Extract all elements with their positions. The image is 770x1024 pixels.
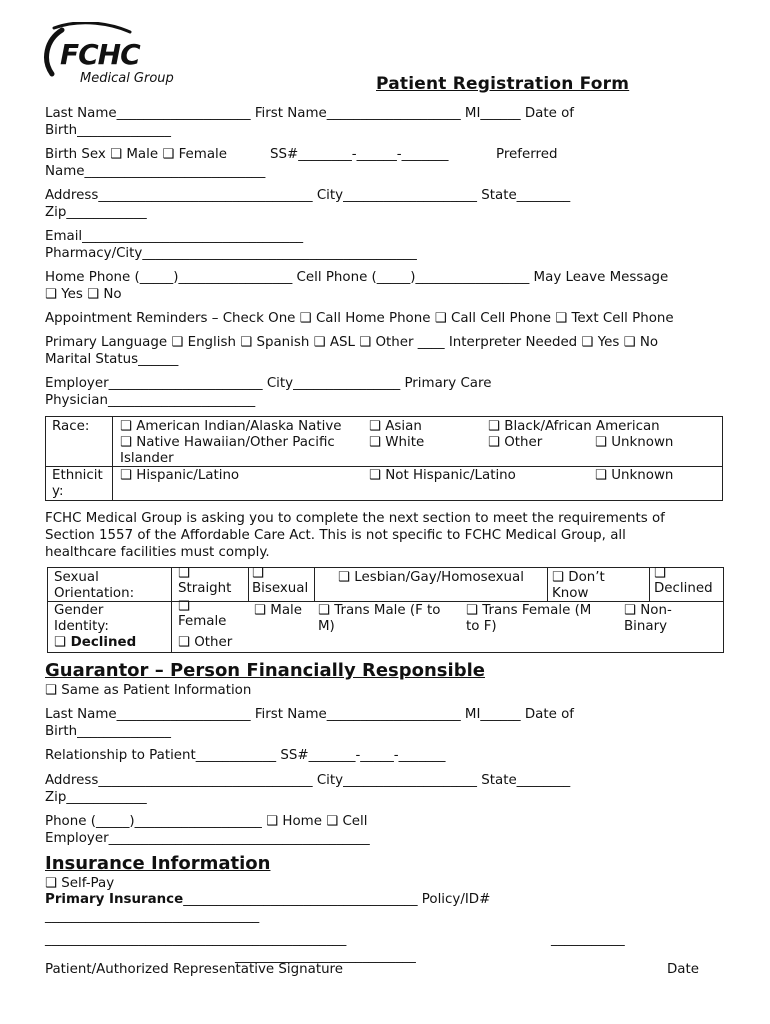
leave-message-options[interactable]: ❑ Yes ❑ No xyxy=(45,287,122,302)
primary-insurance-label: Primary Insurance xyxy=(45,892,184,907)
primary-language-line[interactable]: Primary Language ❑ English ❑ Spanish ❑ ASL ❑ Other ____ Interpreter Needed ❑ Yes ❑ No xyxy=(45,335,659,350)
orientation-option-dont-know[interactable]: ❑ Don’t xyxy=(552,570,605,585)
aca-text-line-2: Section 1557 of the Affordable Care Act. This is not specific to FCHC Medical Group, all xyxy=(45,528,626,543)
guarantor-phone-line[interactable]: Phone (_____)___________________ ❑ Home ❑ Cell xyxy=(45,814,368,829)
gender-option-non-binary-wrap: Binary xyxy=(624,619,668,634)
sexual-orientation-label: Sexual xyxy=(54,570,99,585)
signature-label: Patient/Authorized Representative Signature xyxy=(45,962,343,977)
insurance-extra-line[interactable]: ________________________________ xyxy=(45,909,260,924)
ethnicity-option-unknown[interactable]: ❑ Unknown xyxy=(595,468,674,483)
race-option-black[interactable]: ❑ Black/African American xyxy=(488,419,660,434)
race-option-islander-wrap: Islander xyxy=(120,451,174,466)
short-signature-line[interactable]: ___________________________ xyxy=(235,949,416,964)
female-checkbox-icon[interactable]: ❑ xyxy=(178,599,191,614)
logo-subtext: Medical Group xyxy=(80,71,174,86)
gender-option-trans-male[interactable]: ❑ Trans Male (F to xyxy=(318,603,441,618)
self-pay-option[interactable]: ❑ Self-Pay xyxy=(45,876,115,891)
orientation-option-dont-know-wrap: Know xyxy=(552,586,589,601)
marital-status-field[interactable]: Marital Status______ xyxy=(45,352,179,367)
orientation-option-bisexual: Bisexual xyxy=(252,581,309,596)
guarantor-heading: Guarantor – Person Financially Responsible xyxy=(45,660,485,681)
race-option-american-indian[interactable]: ❑ American Indian/Alaska Native xyxy=(120,419,342,434)
gender-option-trans-male-wrap: M) xyxy=(318,619,335,634)
guarantor-relationship-line[interactable]: Relationship to Patient____________ SS#_______-_____-_______ xyxy=(45,748,446,763)
pharmacy-field[interactable]: Pharmacy/City_________________________________________ xyxy=(45,246,417,261)
logo-text: FCHC xyxy=(60,38,140,71)
date-line[interactable]: ___________ xyxy=(551,932,625,947)
gender-option-declined[interactable]: ❑ Declined xyxy=(54,635,137,650)
ethnicity-label-wrap: y: xyxy=(52,484,64,499)
guarantor-dob-field[interactable]: Birth______________ xyxy=(45,724,171,739)
race-option-unknown[interactable]: ❑ Unknown xyxy=(595,435,674,450)
ethnicity-option-not-hispanic[interactable]: ❑ Not Hispanic/Latino xyxy=(369,468,516,483)
birth-sex-options[interactable]: Birth Sex ❑ Male ❑ Female xyxy=(45,147,228,162)
primary-insurance-line[interactable] xyxy=(45,892,490,908)
aca-text-line-3: healthcare facilities must comply. xyxy=(45,545,270,560)
address-line[interactable]: Address________________________________ City____________________ State________ xyxy=(45,188,571,203)
gender-option-trans-female[interactable]: ❑ Trans Female (M xyxy=(466,603,592,618)
physician-field[interactable]: Physician______________________ xyxy=(45,393,256,408)
sexual-orientation-label-wrap: Orientation: xyxy=(54,586,135,601)
phone-line[interactable]: Home Phone (_____)_________________ Cell Phone (_____)_________________ May Leave Message xyxy=(45,270,669,285)
guarantor-zip-field[interactable]: Zip____________ xyxy=(45,790,147,805)
fchc-logo xyxy=(42,22,192,92)
zip-field[interactable]: Zip____________ xyxy=(45,205,147,220)
employer-line[interactable]: Employer_______________________ City________________ Primary Care xyxy=(45,376,492,391)
orientation-option-lgh[interactable]: ❑ Lesbian/Gay/Homosexual xyxy=(338,570,524,585)
orientation-option-declined: Declined xyxy=(654,581,713,596)
declined-checkbox-icon[interactable]: ❑ xyxy=(654,566,667,581)
bisexual-checkbox-icon[interactable]: ❑ xyxy=(252,566,265,581)
straight-checkbox-icon[interactable]: ❑ xyxy=(178,566,191,581)
gender-option-female: Female xyxy=(178,614,227,629)
ethnicity-label: Ethnicit xyxy=(52,468,103,483)
guarantor-employer-field[interactable]: Employer_______________________________________ xyxy=(45,831,370,846)
gender-option-non-binary[interactable]: ❑ Non- xyxy=(624,603,672,618)
guarantor-address-line[interactable]: Address________________________________ City____________________ State________ xyxy=(45,773,571,788)
gender-option-male[interactable]: ❑ Male xyxy=(254,603,302,618)
guarantor-name-line[interactable]: Last Name____________________ First Name____________________ MI______ Date of xyxy=(45,707,575,722)
signature-line[interactable]: _____________________________________________ xyxy=(45,932,347,947)
race-label: Race: xyxy=(52,419,90,434)
ssn-field[interactable]: SS#________-______-_______ xyxy=(270,147,449,162)
appointment-reminders[interactable]: Appointment Reminders – Check One ❑ Call Home Phone ❑ Call Cell Phone ❑ Text Cell Phone xyxy=(45,311,674,326)
date-label: Date xyxy=(667,962,700,977)
gender-identity-label: Gender xyxy=(54,603,104,618)
race-option-native-hawaiian[interactable]: ❑ Native Hawaiian/Other Pacific xyxy=(120,435,335,450)
preferred-label: Preferred xyxy=(496,147,558,162)
ethnicity-option-hispanic[interactable]: ❑ Hispanic/Latino xyxy=(120,468,240,483)
page-title: Patient Registration Form xyxy=(376,74,630,94)
aca-text-line-1: FCHC Medical Group is asking you to complete the next section to meet the requirements of xyxy=(45,511,665,526)
orientation-identity-table xyxy=(47,567,724,653)
race-option-asian[interactable]: ❑ Asian xyxy=(369,419,422,434)
guarantor-same-as-patient[interactable]: ❑ Same as Patient Information xyxy=(45,683,252,698)
preferred-name-field[interactable]: Name___________________________ xyxy=(45,164,266,179)
gender-option-other[interactable]: ❑ Other xyxy=(178,635,233,650)
insurance-heading: Insurance Information xyxy=(45,853,271,874)
primary-insurance-field[interactable]: ___________________________________ Policy/ID# xyxy=(183,892,491,907)
patient-name-line[interactable]: Last Name____________________ First Name____________________ MI______ Date of xyxy=(45,106,575,121)
orientation-option-straight: Straight xyxy=(178,581,232,596)
race-ethnicity-table xyxy=(45,416,723,501)
email-field[interactable]: Email_________________________________ xyxy=(45,229,304,244)
gender-identity-label-wrap: Identity: xyxy=(54,619,109,634)
race-option-white[interactable]: ❑ White xyxy=(369,435,425,450)
race-option-other[interactable]: ❑ Other xyxy=(488,435,543,450)
gender-option-trans-female-wrap: to F) xyxy=(466,619,497,634)
patient-dob-line[interactable]: Birth______________ xyxy=(45,123,171,138)
